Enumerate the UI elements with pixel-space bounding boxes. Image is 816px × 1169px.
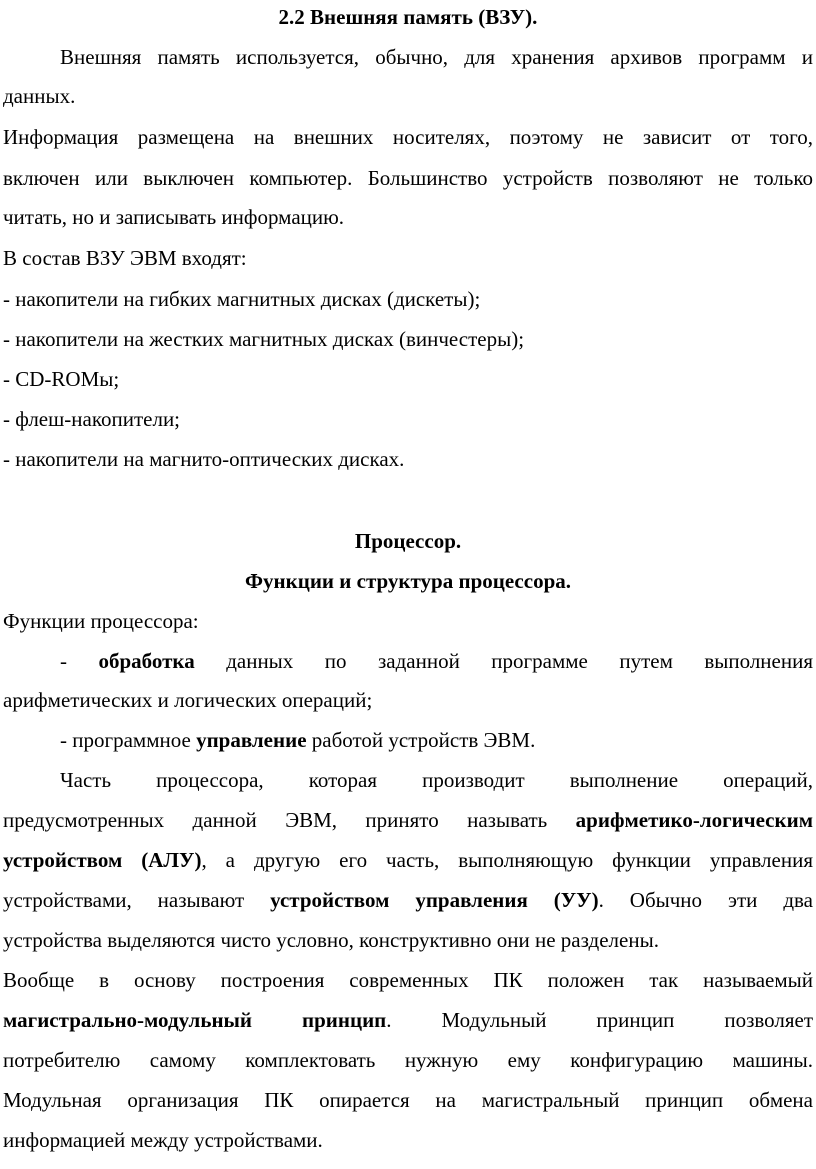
section-title: 2.2 Внешняя память (ВЗУ). bbox=[278, 5, 538, 29]
intro-line-2: данных. bbox=[3, 84, 76, 108]
intro-line-1: Внешняя память используется, обычно, для хранения архивов программ и bbox=[60, 45, 813, 69]
alu-line-4: устройствами, называют устройством управления (УУ). Обычно эти два bbox=[3, 888, 813, 912]
modular-line-3: потребителю самому комплектовать нужную ему конфигурацию машины. bbox=[3, 1048, 813, 1072]
function-2: - программное управление работой устройств ЭВМ. bbox=[60, 728, 536, 752]
processor-title: Процессор. bbox=[354, 529, 462, 553]
alu-line-1: Часть процессора, которая производит выполнение операций, bbox=[60, 768, 813, 792]
device-item: - флеш-накопители; bbox=[3, 407, 181, 431]
modular-line-5: информацией между устройствами. bbox=[3, 1128, 323, 1152]
function-1-line-2: арифметических и логических операций; bbox=[3, 688, 373, 712]
info-line-2: включен или выключен компьютер. Большинство устройств позволяют не только bbox=[3, 166, 813, 190]
composition-heading: В состав ВЗУ ЭВМ входят: bbox=[3, 246, 247, 270]
alu-line-3: устройством (АЛУ), а другую его часть, выполняющую функции управления bbox=[3, 848, 813, 872]
device-item: - накопители на жестких магнитных дисках (винчестеры); bbox=[3, 327, 525, 351]
alu-line-2: предусмотренных данной ЭВМ, принято называть арифметико-логическим bbox=[3, 808, 813, 832]
modular-line-1: Вообще в основу построения современных ПК положен так называемый bbox=[3, 968, 813, 992]
device-item: - накопители на гибких магнитных дисках (дискеты); bbox=[3, 287, 481, 311]
device-item: - накопители на магнито-оптических дисках. bbox=[3, 447, 405, 471]
processor-subtitle: Функции и структура процессора. bbox=[244, 569, 572, 593]
info-line-1: Информация размещена на внешних носителях, поэтому не зависит от того, bbox=[3, 125, 813, 149]
alu-line-5: устройства выделяются чисто условно, конструктивно они не разделены. bbox=[3, 928, 659, 952]
functions-heading: Функции процессора: bbox=[3, 609, 199, 633]
modular-line-2: магистрально-модульный принцип. Модульный принцип позволяет bbox=[3, 1008, 813, 1032]
info-line-3: читать, но и записывать информацию. bbox=[3, 205, 345, 229]
device-item: - CD-ROMы; bbox=[3, 367, 120, 391]
modular-line-4: Модульная организация ПК опирается на магистральный принцип обмена bbox=[3, 1088, 813, 1112]
function-1-line-1: - обработка данных по заданной программе путем выполнения bbox=[60, 649, 814, 673]
